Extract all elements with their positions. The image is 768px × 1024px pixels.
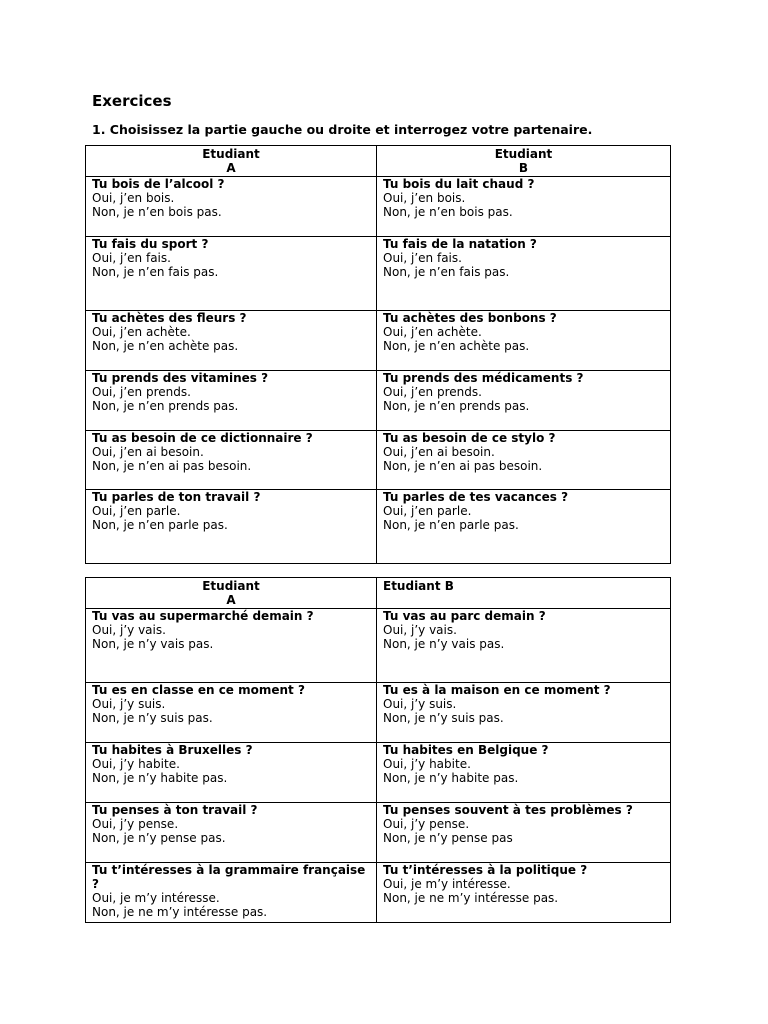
- cell-student-b: [377, 177, 671, 237]
- header-label: A: [226, 593, 236, 607]
- question-text: Tu bois du lait chaud ?: [383, 177, 535, 191]
- cell-student-a: [86, 609, 377, 683]
- cell-student-b: [377, 863, 671, 923]
- cell-student-a: [86, 177, 377, 237]
- header-student-b: [377, 146, 671, 177]
- table-row: [86, 683, 671, 743]
- answer-yes: Oui, j’en achète.: [92, 325, 191, 339]
- question-text: Tu prends des médicaments ?: [383, 371, 584, 385]
- page-title: Exercices: [92, 92, 172, 110]
- answer-yes: Oui, j’y suis.: [383, 697, 457, 711]
- question-text: Tu penses à ton travail ?: [92, 803, 258, 817]
- answer-no: Non, je n’en parle pas.: [92, 518, 228, 532]
- answer-yes: Oui, j’en prends.: [383, 385, 482, 399]
- answer-no: Non, je n’en fais pas.: [92, 265, 219, 279]
- header-student-a: [86, 578, 377, 609]
- answer-yes: Oui, j’en fais.: [383, 251, 462, 265]
- cell-student-a: [86, 431, 377, 490]
- cell-student-b: [377, 609, 671, 683]
- header-label: A: [226, 161, 236, 175]
- answer-yes: Oui, j’en parle.: [92, 504, 181, 518]
- table-row: [86, 237, 671, 311]
- answer-no: Non, je n’en prends pas.: [383, 399, 530, 413]
- header-label: Etudiant B: [383, 579, 454, 593]
- answer-yes: Oui, j’y pense.: [383, 817, 470, 831]
- answer-yes: Oui, j’en fais.: [92, 251, 171, 265]
- question-text: Tu habites en Belgique ?: [383, 743, 549, 757]
- answer-yes: Oui, j’en parle.: [383, 504, 472, 518]
- answer-yes: Oui, j’en achète.: [383, 325, 482, 339]
- question-text: Tu achètes des fleurs ?: [92, 311, 247, 325]
- question-text: Tu fais de la natation ?: [383, 237, 537, 251]
- answer-no: Non, je n’y habite pas.: [383, 771, 519, 785]
- answer-yes: Oui, je m’y intéresse.: [383, 877, 511, 891]
- answer-no: Non, je n’en bois pas.: [383, 205, 513, 219]
- answer-no: Non, je n’en bois pas.: [92, 205, 222, 219]
- answer-no: Non, je n’en prends pas.: [92, 399, 239, 413]
- question-text: Tu parles de ton travail ?: [92, 490, 261, 504]
- cell-student-b: [377, 311, 671, 371]
- header-student-a: [86, 146, 377, 177]
- question-text: Tu t’intéresses à la politique ?: [383, 863, 588, 877]
- answer-no: Non, je n’en achète pas.: [92, 339, 239, 353]
- table-row: [86, 803, 671, 863]
- answer-no: Non, je n’y vais pas.: [383, 637, 505, 651]
- question-text: Tu bois de l’alcool ?: [92, 177, 225, 191]
- question-text: Tu fais du sport ?: [92, 237, 209, 251]
- answer-yes: Oui, j’en ai besoin.: [92, 445, 204, 459]
- question-text: Tu as besoin de ce dictionnaire ?: [92, 431, 313, 445]
- table-row: [86, 177, 671, 237]
- question-text: Tu es à la maison en ce moment ?: [383, 683, 611, 697]
- answer-no: Non, je n’y suis pas.: [92, 711, 213, 725]
- answer-no: Non, je n’y suis pas.: [383, 711, 504, 725]
- cell-student-a: [86, 311, 377, 371]
- header-label: Etudiant: [494, 147, 553, 161]
- exercise-table-1: [85, 145, 671, 564]
- question-text: Tu penses souvent à tes problèmes ?: [383, 803, 633, 817]
- question-text: Tu vas au parc demain ?: [383, 609, 546, 623]
- answer-yes: Oui, j’y suis.: [92, 697, 166, 711]
- cell-student-a: [86, 683, 377, 743]
- cell-student-a: [86, 490, 377, 564]
- table-header-row: [86, 578, 671, 609]
- header-label: B: [518, 161, 529, 175]
- answer-yes: Oui, j’en prends.: [92, 385, 191, 399]
- cell-student-b: [377, 803, 671, 863]
- question-text: Tu vas au supermarché demain ?: [92, 609, 314, 623]
- answer-yes: Oui, j’y pense.: [92, 817, 179, 831]
- table-row: [86, 490, 671, 564]
- question-text: Tu habites à Bruxelles ?: [92, 743, 253, 757]
- answer-no: Non, je n’en fais pas.: [383, 265, 510, 279]
- table-row: [86, 743, 671, 803]
- answer-no: Non, je n’y vais pas.: [92, 637, 214, 651]
- cell-student-b: [377, 683, 671, 743]
- cell-student-b: [377, 490, 671, 564]
- answer-no: Non, je n’en ai pas besoin.: [92, 459, 252, 473]
- exercise-table-2: [85, 577, 671, 923]
- header-label: Etudiant: [202, 147, 260, 161]
- cell-student-b: [377, 743, 671, 803]
- answer-yes: Oui, j’en bois.: [383, 191, 466, 205]
- question-text: Tu es en classe en ce moment ?: [92, 683, 305, 697]
- table-row: [86, 863, 671, 923]
- answer-yes: Oui, j’y habite.: [383, 757, 471, 771]
- answer-yes: Oui, j’en bois.: [92, 191, 175, 205]
- cell-student-a: [86, 743, 377, 803]
- cell-student-a: [86, 237, 377, 311]
- answer-yes: Oui, j’en ai besoin.: [383, 445, 495, 459]
- answer-no: Non, je n’y habite pas.: [92, 771, 228, 785]
- table-row: [86, 371, 671, 431]
- table-row: [86, 311, 671, 371]
- answer-no: Non, je ne m’y intéresse pas.: [92, 905, 268, 919]
- question-text: Tu parles de tes vacances ?: [383, 490, 569, 504]
- table-header-row: [86, 146, 671, 177]
- question-text: Tu t’intéresses à la grammaire française ?: [92, 863, 366, 891]
- table-row: [86, 431, 671, 490]
- cell-student-b: [377, 431, 671, 490]
- cell-student-b: [377, 371, 671, 431]
- table-row: [86, 609, 671, 683]
- answer-no: Non, je ne m’y intéresse pas.: [383, 891, 559, 905]
- answer-no: Non, je n’en achète pas.: [383, 339, 530, 353]
- question-text: Tu prends des vitamines ?: [92, 371, 269, 385]
- header-label: Etudiant: [202, 579, 260, 593]
- answer-yes: Oui, j’y vais.: [92, 623, 166, 637]
- answer-yes: Oui, je m’y intéresse.: [92, 891, 220, 905]
- answer-no: Non, je n’y pense pas.: [92, 831, 226, 845]
- question-text: Tu as besoin de ce stylo ?: [383, 431, 556, 445]
- cell-student-a: [86, 371, 377, 431]
- cell-student-a: [86, 803, 377, 863]
- answer-no: Non, je n’y pense pas: [383, 831, 513, 845]
- answer-no: Non, je n’en ai pas besoin.: [383, 459, 543, 473]
- question-text: Tu achètes des bonbons ?: [383, 311, 557, 325]
- answer-yes: Oui, j’y habite.: [92, 757, 180, 771]
- exercise-instruction: 1. Choisissez la partie gauche ou droite et interrogez votre partenaire.: [92, 122, 593, 137]
- header-student-b: [377, 578, 671, 609]
- answer-yes: Oui, j’y vais.: [383, 623, 457, 637]
- cell-student-b: [377, 237, 671, 311]
- cell-student-a: [86, 863, 377, 923]
- answer-no: Non, je n’en parle pas.: [383, 518, 519, 532]
